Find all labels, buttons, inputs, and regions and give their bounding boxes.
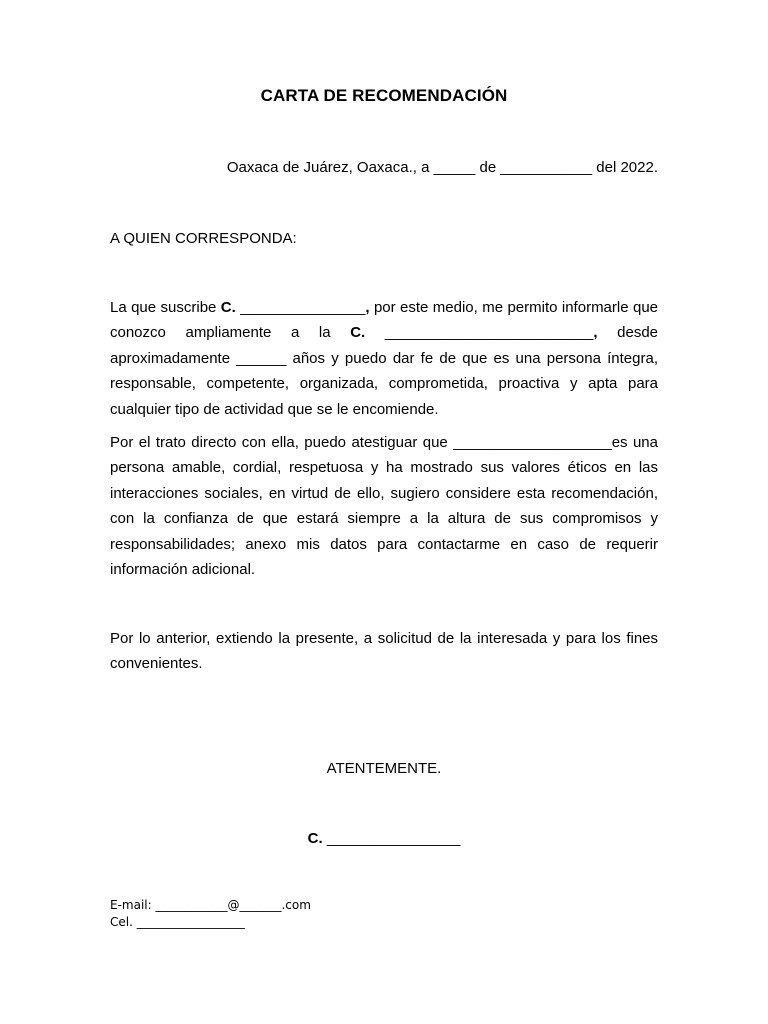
intro-blank-2: _________________________ xyxy=(384,324,594,342)
contact-email: E-mail: ____________@_______.com xyxy=(110,898,311,912)
salutation: A QUIEN CORRESPONDA: xyxy=(110,230,297,247)
paragraph-introduction xyxy=(110,295,658,422)
intro-bold-2: , xyxy=(365,299,370,316)
contact-phone: Cel. __________________ xyxy=(110,915,245,929)
intro-blank-1: _______________ xyxy=(240,299,366,316)
document-title: CARTA DE RECOMENDACIÓN xyxy=(260,86,508,105)
intro-bold-4: , xyxy=(593,324,598,342)
intro-text-2: por este medio, me permito informarle que conozco ampliamente a la xyxy=(110,299,659,342)
closing-text: ATENTEMENTE. xyxy=(326,760,442,777)
intro-text-1: La que suscribe xyxy=(110,299,221,316)
signature-prefix: C. xyxy=(307,830,323,847)
intro-bold-3: C. xyxy=(350,324,385,342)
signature-line xyxy=(0,830,768,847)
intro-bold-1: C. xyxy=(220,299,241,316)
intro-text-3: desde aproximadamente ______ años y puedo dar fe de que es una persona íntegra, responsable, competente, organizada, comprometida, proactiva y apta para cualquier tipo de actividad que se le encomiende. xyxy=(110,324,659,418)
place-and-date: Oaxaca de Juárez, Oaxaca., a _____ de ___________ del 2022. xyxy=(226,159,658,176)
paragraph-testimony: Por el trato directo con ella, puedo atestiguar que ___________________es una persona amable, cordial, respetuosa y ha mostrado sus valores éticos en las interacciones sociales, en virtud de ello, sugiero considere esta recomendación, con la confianza de que estará siempre a la altura de sus compromisos y responsabilidades; anexo mis datos para contactarme en caso de requerir información adicional. xyxy=(110,434,658,579)
signature-blank: ________________ xyxy=(322,830,461,847)
paragraph-conclusion: Por lo anterior, extiendo la presente, a solicitud de la interesada y para los fines convenientes. xyxy=(110,630,658,673)
